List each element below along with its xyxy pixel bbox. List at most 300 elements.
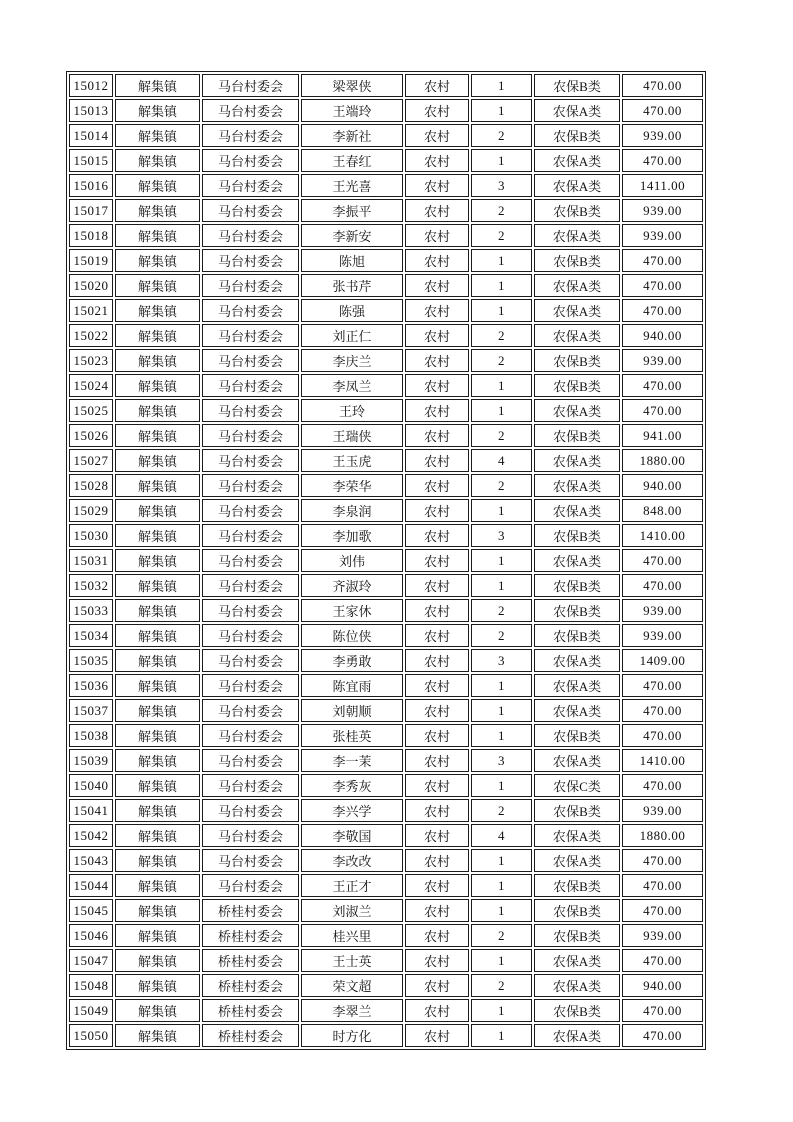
cell-town: 解集镇 — [115, 599, 200, 622]
cell-village-committee: 马台村委会 — [202, 849, 299, 872]
cell-person-count: 3 — [471, 524, 532, 547]
cell-amount: 941.00 — [622, 424, 703, 447]
cell-town: 解集镇 — [115, 324, 200, 347]
cell-serial-number: 15036 — [69, 674, 113, 697]
cell-person-name: 李翠兰 — [301, 999, 403, 1022]
cell-person-name: 李兴学 — [301, 799, 403, 822]
table-row — [69, 324, 703, 347]
cell-person-count: 2 — [471, 199, 532, 222]
cell-residence-type: 农村 — [405, 324, 469, 347]
cell-amount: 470.00 — [622, 374, 703, 397]
cell-insurance-category: 农保B类 — [534, 899, 620, 922]
cell-residence-type: 农村 — [405, 874, 469, 897]
cell-village-committee: 马台村委会 — [202, 499, 299, 522]
cell-village-committee: 马台村委会 — [202, 424, 299, 447]
cell-serial-number: 15046 — [69, 924, 113, 947]
cell-serial-number: 15031 — [69, 549, 113, 572]
cell-person-name: 梁翠侠 — [301, 74, 403, 97]
table-row — [69, 349, 703, 372]
cell-serial-number: 15014 — [69, 124, 113, 147]
cell-serial-number: 15045 — [69, 899, 113, 922]
cell-residence-type: 农村 — [405, 774, 469, 797]
cell-person-name: 李改改 — [301, 849, 403, 872]
cell-residence-type: 农村 — [405, 749, 469, 772]
table-row — [69, 224, 703, 247]
cell-town: 解集镇 — [115, 74, 200, 97]
table-row — [69, 924, 703, 947]
cell-serial-number: 15033 — [69, 599, 113, 622]
cell-person-count: 1 — [471, 374, 532, 397]
cell-amount: 470.00 — [622, 149, 703, 172]
cell-village-committee: 桥桂村委会 — [202, 924, 299, 947]
cell-serial-number: 15038 — [69, 724, 113, 747]
cell-residence-type: 农村 — [405, 124, 469, 147]
cell-serial-number: 15032 — [69, 574, 113, 597]
cell-town: 解集镇 — [115, 774, 200, 797]
cell-person-count: 4 — [471, 824, 532, 847]
cell-village-committee: 马台村委会 — [202, 474, 299, 497]
cell-person-name: 李庆兰 — [301, 349, 403, 372]
cell-town: 解集镇 — [115, 399, 200, 422]
table-row — [69, 674, 703, 697]
cell-residence-type: 农村 — [405, 574, 469, 597]
cell-serial-number: 15020 — [69, 274, 113, 297]
cell-serial-number: 15024 — [69, 374, 113, 397]
cell-person-count: 1 — [471, 399, 532, 422]
cell-person-name: 王正才 — [301, 874, 403, 897]
cell-town: 解集镇 — [115, 899, 200, 922]
cell-village-committee: 马台村委会 — [202, 599, 299, 622]
cell-insurance-category: 农保A类 — [534, 1024, 620, 1047]
cell-person-name: 李新安 — [301, 224, 403, 247]
cell-residence-type: 农村 — [405, 674, 469, 697]
table-row — [69, 899, 703, 922]
cell-serial-number: 15028 — [69, 474, 113, 497]
table-row — [69, 249, 703, 272]
cell-town: 解集镇 — [115, 199, 200, 222]
cell-person-name: 王家休 — [301, 599, 403, 622]
cell-town: 解集镇 — [115, 1024, 200, 1047]
cell-town: 解集镇 — [115, 999, 200, 1022]
cell-town: 解集镇 — [115, 374, 200, 397]
cell-insurance-category: 农保A类 — [534, 499, 620, 522]
cell-village-committee: 马台村委会 — [202, 799, 299, 822]
cell-town: 解集镇 — [115, 274, 200, 297]
cell-serial-number: 15027 — [69, 449, 113, 472]
cell-residence-type: 农村 — [405, 849, 469, 872]
table-row — [69, 724, 703, 747]
cell-town: 解集镇 — [115, 449, 200, 472]
cell-person-count: 1 — [471, 674, 532, 697]
cell-amount: 470.00 — [622, 899, 703, 922]
cell-person-name: 李敬国 — [301, 824, 403, 847]
cell-person-count: 1 — [471, 724, 532, 747]
cell-residence-type: 农村 — [405, 599, 469, 622]
cell-village-committee: 马台村委会 — [202, 99, 299, 122]
cell-village-committee: 马台村委会 — [202, 324, 299, 347]
cell-insurance-category: 农保B类 — [534, 249, 620, 272]
table-row — [69, 399, 703, 422]
cell-town: 解集镇 — [115, 474, 200, 497]
cell-person-count: 3 — [471, 749, 532, 772]
cell-person-name: 李振平 — [301, 199, 403, 222]
cell-person-name: 刘伟 — [301, 549, 403, 572]
cell-amount: 470.00 — [622, 249, 703, 272]
cell-village-committee: 桥桂村委会 — [202, 949, 299, 972]
cell-amount: 470.00 — [622, 574, 703, 597]
cell-town: 解集镇 — [115, 799, 200, 822]
cell-person-count: 2 — [471, 424, 532, 447]
cell-insurance-category: 农保B类 — [534, 424, 620, 447]
cell-person-name: 齐淑玲 — [301, 574, 403, 597]
cell-insurance-category: 农保A类 — [534, 849, 620, 872]
cell-amount: 470.00 — [622, 399, 703, 422]
cell-town: 解集镇 — [115, 174, 200, 197]
cell-residence-type: 农村 — [405, 1024, 469, 1047]
cell-person-count: 1 — [471, 874, 532, 897]
cell-serial-number: 15017 — [69, 199, 113, 222]
cell-residence-type: 农村 — [405, 299, 469, 322]
table-row — [69, 624, 703, 647]
cell-serial-number: 15013 — [69, 99, 113, 122]
table-row — [69, 949, 703, 972]
cell-amount: 1409.00 — [622, 649, 703, 672]
cell-amount: 470.00 — [622, 774, 703, 797]
cell-serial-number: 15050 — [69, 1024, 113, 1047]
cell-amount: 1880.00 — [622, 449, 703, 472]
cell-amount: 470.00 — [622, 74, 703, 97]
cell-town: 解集镇 — [115, 699, 200, 722]
cell-town: 解集镇 — [115, 574, 200, 597]
cell-amount: 470.00 — [622, 849, 703, 872]
cell-insurance-category: 农保B类 — [534, 199, 620, 222]
cell-amount: 939.00 — [622, 199, 703, 222]
cell-serial-number: 15026 — [69, 424, 113, 447]
cell-village-committee: 马台村委会 — [202, 224, 299, 247]
cell-person-name: 时方化 — [301, 1024, 403, 1047]
cell-residence-type: 农村 — [405, 249, 469, 272]
cell-person-count: 3 — [471, 174, 532, 197]
cell-person-count: 1 — [471, 74, 532, 97]
cell-serial-number: 15015 — [69, 149, 113, 172]
cell-insurance-category: 农保A类 — [534, 99, 620, 122]
cell-person-count: 1 — [471, 274, 532, 297]
table-row — [69, 1024, 703, 1047]
table-row — [69, 824, 703, 847]
cell-insurance-category: 农保A类 — [534, 649, 620, 672]
cell-insurance-category: 农保A类 — [534, 149, 620, 172]
cell-serial-number: 15040 — [69, 774, 113, 797]
table-row — [69, 374, 703, 397]
cell-village-committee: 马台村委会 — [202, 749, 299, 772]
table-row — [69, 499, 703, 522]
cell-town: 解集镇 — [115, 224, 200, 247]
cell-residence-type: 农村 — [405, 899, 469, 922]
cell-person-name: 刘朝顺 — [301, 699, 403, 722]
cell-amount: 940.00 — [622, 324, 703, 347]
cell-town: 解集镇 — [115, 724, 200, 747]
cell-serial-number: 15042 — [69, 824, 113, 847]
cell-person-name: 王春红 — [301, 149, 403, 172]
table-row — [69, 99, 703, 122]
cell-person-count: 1 — [471, 849, 532, 872]
cell-village-committee: 马台村委会 — [202, 149, 299, 172]
cell-village-committee: 马台村委会 — [202, 874, 299, 897]
cell-person-name: 陈位侠 — [301, 624, 403, 647]
cell-residence-type: 农村 — [405, 799, 469, 822]
cell-amount: 939.00 — [622, 124, 703, 147]
cell-village-committee: 马台村委会 — [202, 774, 299, 797]
cell-village-committee: 马台村委会 — [202, 674, 299, 697]
cell-residence-type: 农村 — [405, 649, 469, 672]
table-row — [69, 574, 703, 597]
table-body — [69, 74, 703, 1047]
cell-amount: 939.00 — [622, 599, 703, 622]
table-row — [69, 849, 703, 872]
cell-village-committee: 马台村委会 — [202, 74, 299, 97]
cell-amount: 1880.00 — [622, 824, 703, 847]
cell-person-count: 1 — [471, 1024, 532, 1047]
table-row — [69, 774, 703, 797]
cell-amount: 1410.00 — [622, 749, 703, 772]
cell-insurance-category: 农保A类 — [534, 749, 620, 772]
cell-village-committee: 马台村委会 — [202, 199, 299, 222]
cell-serial-number: 15019 — [69, 249, 113, 272]
table-row — [69, 149, 703, 172]
cell-serial-number: 15047 — [69, 949, 113, 972]
cell-town: 解集镇 — [115, 924, 200, 947]
cell-amount: 470.00 — [622, 99, 703, 122]
cell-insurance-category: 农保B类 — [534, 874, 620, 897]
cell-person-count: 1 — [471, 999, 532, 1022]
table-row — [69, 874, 703, 897]
cell-town: 解集镇 — [115, 349, 200, 372]
cell-residence-type: 农村 — [405, 224, 469, 247]
cell-village-committee: 马台村委会 — [202, 174, 299, 197]
table-row — [69, 299, 703, 322]
cell-person-count: 2 — [471, 324, 532, 347]
cell-amount: 470.00 — [622, 299, 703, 322]
cell-residence-type: 农村 — [405, 924, 469, 947]
cell-town: 解集镇 — [115, 549, 200, 572]
cell-person-count: 2 — [471, 474, 532, 497]
cell-amount: 848.00 — [622, 499, 703, 522]
cell-insurance-category: 农保A类 — [534, 324, 620, 347]
cell-residence-type: 农村 — [405, 524, 469, 547]
cell-amount: 470.00 — [622, 674, 703, 697]
table-row — [69, 74, 703, 97]
cell-village-committee: 马台村委会 — [202, 299, 299, 322]
cell-person-name: 张书芹 — [301, 274, 403, 297]
table-row — [69, 649, 703, 672]
table-row — [69, 999, 703, 1022]
table-row — [69, 699, 703, 722]
cell-village-committee: 桥桂村委会 — [202, 1024, 299, 1047]
cell-insurance-category: 农保A类 — [534, 174, 620, 197]
cell-amount: 940.00 — [622, 974, 703, 997]
cell-serial-number: 15029 — [69, 499, 113, 522]
cell-serial-number: 15044 — [69, 874, 113, 897]
table-row — [69, 549, 703, 572]
cell-town: 解集镇 — [115, 499, 200, 522]
cell-serial-number: 15023 — [69, 349, 113, 372]
cell-person-name: 刘淑兰 — [301, 899, 403, 922]
cell-village-committee: 马台村委会 — [202, 824, 299, 847]
cell-residence-type: 农村 — [405, 149, 469, 172]
cell-residence-type: 农村 — [405, 699, 469, 722]
cell-serial-number: 15018 — [69, 224, 113, 247]
cell-village-committee: 马台村委会 — [202, 524, 299, 547]
cell-amount: 939.00 — [622, 224, 703, 247]
cell-amount: 939.00 — [622, 349, 703, 372]
cell-insurance-category: 农保A类 — [534, 474, 620, 497]
cell-serial-number: 15049 — [69, 999, 113, 1022]
table-row — [69, 199, 703, 222]
cell-person-count: 2 — [471, 224, 532, 247]
cell-person-count: 1 — [471, 549, 532, 572]
cell-residence-type: 农村 — [405, 549, 469, 572]
cell-amount: 470.00 — [622, 724, 703, 747]
cell-village-committee: 马台村委会 — [202, 699, 299, 722]
cell-person-name: 李新社 — [301, 124, 403, 147]
cell-serial-number: 15043 — [69, 849, 113, 872]
cell-serial-number: 15037 — [69, 699, 113, 722]
cell-insurance-category: 农保A类 — [534, 824, 620, 847]
cell-town: 解集镇 — [115, 949, 200, 972]
cell-serial-number: 15035 — [69, 649, 113, 672]
cell-person-name: 王瑞侠 — [301, 424, 403, 447]
cell-person-name: 李秀灰 — [301, 774, 403, 797]
cell-person-count: 3 — [471, 649, 532, 672]
cell-town: 解集镇 — [115, 849, 200, 872]
cell-insurance-category: 农保B类 — [534, 74, 620, 97]
cell-town: 解集镇 — [115, 874, 200, 897]
cell-person-name: 李勇敢 — [301, 649, 403, 672]
cell-village-committee: 马台村委会 — [202, 374, 299, 397]
cell-residence-type: 农村 — [405, 999, 469, 1022]
cell-person-name: 王端玲 — [301, 99, 403, 122]
cell-person-name: 李荣华 — [301, 474, 403, 497]
table-row — [69, 274, 703, 297]
cell-town: 解集镇 — [115, 824, 200, 847]
cell-serial-number: 15016 — [69, 174, 113, 197]
cell-insurance-category: 农保A类 — [534, 974, 620, 997]
cell-person-count: 2 — [471, 124, 532, 147]
cell-person-count: 1 — [471, 499, 532, 522]
cell-person-count: 1 — [471, 899, 532, 922]
cell-town: 解集镇 — [115, 424, 200, 447]
table-row — [69, 749, 703, 772]
cell-amount: 470.00 — [622, 874, 703, 897]
cell-insurance-category: 农保B类 — [534, 574, 620, 597]
cell-insurance-category: 农保A类 — [534, 949, 620, 972]
cell-residence-type: 农村 — [405, 99, 469, 122]
cell-person-count: 1 — [471, 774, 532, 797]
cell-residence-type: 农村 — [405, 449, 469, 472]
cell-residence-type: 农村 — [405, 274, 469, 297]
cell-person-name: 王玲 — [301, 399, 403, 422]
cell-insurance-category: 农保A类 — [534, 224, 620, 247]
cell-person-count: 2 — [471, 799, 532, 822]
cell-person-name: 王光喜 — [301, 174, 403, 197]
table-row — [69, 599, 703, 622]
cell-serial-number: 15021 — [69, 299, 113, 322]
cell-insurance-category: 农保A类 — [534, 274, 620, 297]
cell-residence-type: 农村 — [405, 199, 469, 222]
cell-amount: 470.00 — [622, 999, 703, 1022]
cell-residence-type: 农村 — [405, 949, 469, 972]
cell-person-name: 李凤兰 — [301, 374, 403, 397]
table-row — [69, 124, 703, 147]
cell-town: 解集镇 — [115, 974, 200, 997]
cell-village-committee: 马台村委会 — [202, 624, 299, 647]
cell-residence-type: 农村 — [405, 724, 469, 747]
cell-insurance-category: 农保B类 — [534, 349, 620, 372]
cell-town: 解集镇 — [115, 299, 200, 322]
cell-insurance-category: 农保A类 — [534, 549, 620, 572]
cell-village-committee: 马台村委会 — [202, 124, 299, 147]
cell-person-name: 陈强 — [301, 299, 403, 322]
cell-serial-number: 15022 — [69, 324, 113, 347]
cell-person-name: 荣文超 — [301, 974, 403, 997]
cell-village-committee: 桥桂村委会 — [202, 974, 299, 997]
cell-insurance-category: 农保A类 — [534, 699, 620, 722]
cell-person-count: 2 — [471, 974, 532, 997]
cell-residence-type: 农村 — [405, 374, 469, 397]
pension-roster-table — [66, 71, 706, 1050]
cell-town: 解集镇 — [115, 149, 200, 172]
cell-residence-type: 农村 — [405, 824, 469, 847]
cell-person-name: 李一茉 — [301, 749, 403, 772]
cell-insurance-category: 农保B类 — [534, 799, 620, 822]
cell-person-count: 1 — [471, 149, 532, 172]
cell-town: 解集镇 — [115, 124, 200, 147]
cell-insurance-category: 农保A类 — [534, 674, 620, 697]
cell-village-committee: 马台村委会 — [202, 399, 299, 422]
cell-residence-type: 农村 — [405, 174, 469, 197]
cell-person-name: 张桂英 — [301, 724, 403, 747]
cell-village-committee: 马台村委会 — [202, 574, 299, 597]
cell-serial-number: 15041 — [69, 799, 113, 822]
cell-serial-number: 15025 — [69, 399, 113, 422]
cell-amount: 470.00 — [622, 699, 703, 722]
table-row — [69, 974, 703, 997]
cell-person-count: 2 — [471, 624, 532, 647]
cell-village-committee: 马台村委会 — [202, 349, 299, 372]
cell-person-count: 1 — [471, 299, 532, 322]
cell-person-name: 桂兴里 — [301, 924, 403, 947]
cell-person-name: 陈宜雨 — [301, 674, 403, 697]
cell-serial-number: 15048 — [69, 974, 113, 997]
cell-residence-type: 农村 — [405, 974, 469, 997]
cell-town: 解集镇 — [115, 524, 200, 547]
cell-residence-type: 农村 — [405, 399, 469, 422]
cell-person-name: 陈旭 — [301, 249, 403, 272]
cell-amount: 470.00 — [622, 949, 703, 972]
cell-person-count: 1 — [471, 574, 532, 597]
cell-person-count: 2 — [471, 349, 532, 372]
cell-insurance-category: 农保B类 — [534, 999, 620, 1022]
cell-village-committee: 桥桂村委会 — [202, 999, 299, 1022]
cell-person-name: 王玉虎 — [301, 449, 403, 472]
cell-residence-type: 农村 — [405, 424, 469, 447]
cell-insurance-category: 农保C类 — [534, 774, 620, 797]
cell-amount: 470.00 — [622, 1024, 703, 1047]
cell-village-committee: 桥桂村委会 — [202, 899, 299, 922]
cell-village-committee: 马台村委会 — [202, 549, 299, 572]
cell-amount: 939.00 — [622, 624, 703, 647]
cell-amount: 470.00 — [622, 549, 703, 572]
